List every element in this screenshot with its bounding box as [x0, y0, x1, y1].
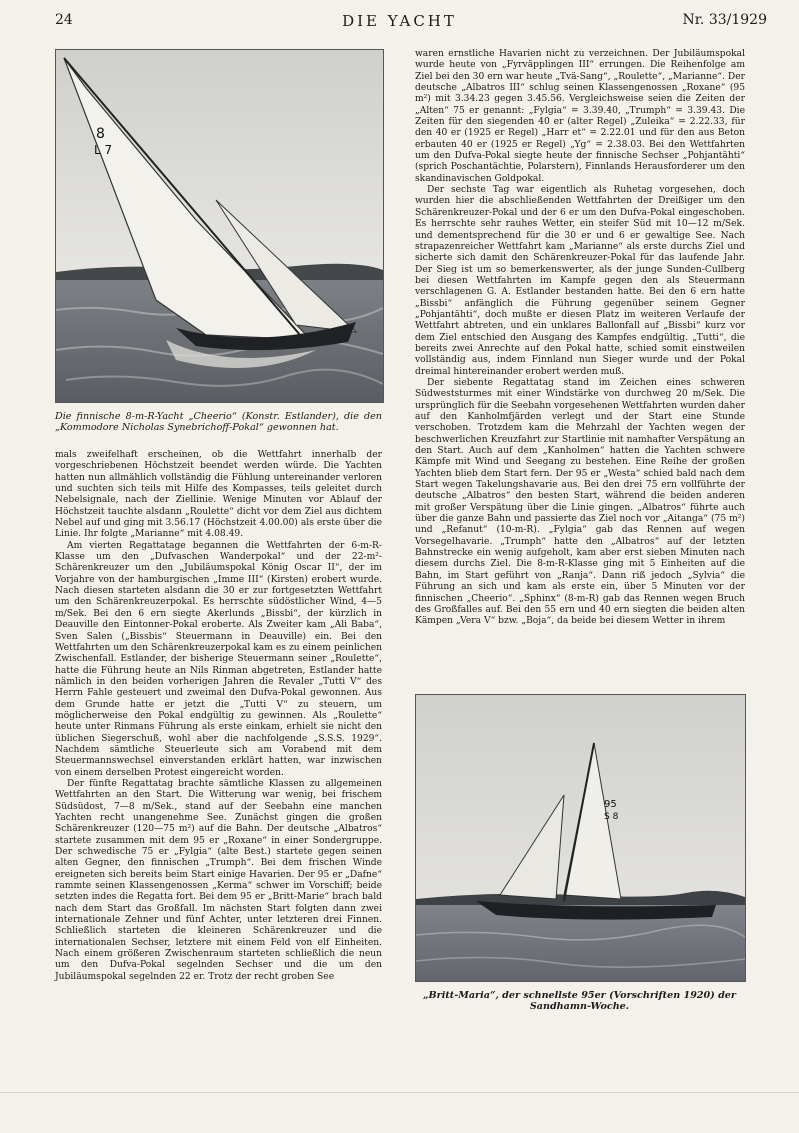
left-column: [55, 450, 382, 1085]
caption-britt-maria: „Britt-Maria“, der schnellste 95er (Vorschriften 1920) der Sandhamn-Woche.: [423, 990, 736, 1012]
right-column: [415, 49, 745, 679]
paragraph: waren ernstliche Havarien nicht zu verzeichnen. Der Jubiläumspokal wurde heute von „Fyrväpplingen III“ errungen. Die Reihenfolge am Ziel bei den 30 ern war heute „Tvä-Sang“, „Roulette“, „Marianne“. Der deutsche „Albatros III“ schlug seinen Klassengenossen „Roxane“ (95 m²) mit 3.34.23 gegen 3.45.56. Vergleichsweise seien die Zeiten der „Alten“ 75 er genannt: „Fylgia“ = 3.39.40, „Trumph“ = 3.39.43. Die Zeiten für den siegenden 40 er (alter Regel) „Zuleika“ = 2.22.33, für den 40 er (1925 er Regel) „Harr et“ = 2.22.01 und für den aus Beton erbauten 40 er (1925 er Regel) „Yg“ = 2.38.03. Bei den Wettfahrten um den Dufva-Pokal siegte heute der finnische Sechser „Pohjantähti“ (sprich Poschantächtie, Polarstern), Finnlands Herausforderer um den skandinavischen Goldpokal.: [415, 49, 745, 184]
paragraph: Der sechste Tag war eigentlich als Ruhetag vorgesehen, doch wurden hier die abschließenden Wettfahrten der Dreißiger um den Schärenkreuzer-Pokal und der 6 er um den Dufva-Pokal eingeschoben. Es herrschte sehr rauhes Wetter, ein steifer Süd mit 10—12 m/Sek. und dementsprechend für die 30 er und 6 er gewaltige See. Nach strapazenreicher Wettfahrt kam „Marianne“ als erste durchs Ziel und sicherte sich damit den Schärenkreuzer-Pokal für das laufende Jahr. Der Sieg ist um so bemerkenswerter, als der junge Sunden-Cullberg bei diesen Wettfahrten im Kampfe gegen den als Steuermann verschlagenen G. A. Estlander bestanden hatte. Bei den 6 ern hatte „Bissbi“ anfänglich die Führung gegenüber seinem Gegner „Pohjantähti“, doch mußte er diesen Platz im weiteren Verlaufe der Wettfahrt abtreten, und ein unklares Ballonfall auf „Bissbi“ kurz vor dem Ziel entschied den Ausgang des Kampfes endgültig. „Tutti“, die bereits zwei Anrechte auf den Pokal hatte, schied somit einstweilen vollständig aus, indem Finnland nun Sieger wurde und der Pokal dreimal hintereinander erobert werden muß.: [415, 185, 745, 377]
paragraph: mals zweifelhaft erscheinen, ob die Wettfahrt innerhalb der vorgeschriebenen Höchstzeit beendet werden würde. Die Yachten hatten nun allmählich vollständig die Fühlung untereinander verloren und suchten sich teils mit Hilfe des Kompasses, teils geleitet durch Nebelsignale, nach der Ziellinie. Wenige Minuten vor Ablauf der Höchstzeit tauchte alsdann „Roulette“ dicht vor dem Ziel aus dichtem Nebel auf und ging mit 3.56.17 (Höchstzeit 4.00.00) als erste über die Linie. Ihr folgte „Marianne“ mit 4.08.49.: [55, 450, 382, 540]
photo-britt-maria: [415, 694, 746, 982]
sail-class-top: L 7: [94, 143, 113, 157]
paragraph: Der fünfte Regattatag brachte sämtliche Klassen zu allgemeinen Wettfahrten an den Start. Die Witterung war wenig, bei frischem Südsüdost, 7—8 m/Sek., stand auf der Seebahn eine manchen Yachten recht unangenehme See. Zunächst gingen die großen Schärenkreuzer (120—75 m²) auf die Bahn. Der deutsche „Albatros“ startete zusammen mit dem 95 er „Roxane“ in einer Sondergruppe. Der schwedische 75 er „Fylgia“ (alte Best.) startete gegen seinen alten Gegner, den finnischen „Trumph“. Bei dem frischen Winde ereigneten sich bereits beim Start einige Havarien. Der 95 er „Dafne“ rammte seinen Klassengenossen „Kerma“ schwer im Vorschiff; beide setzten indes die Regatta fort. Bei dem 95 er „Britt-Marie“ brach bald nach dem Start das Großfall. Im nächsten Start folgten dann zwei internationale Zehner und fünf Achter, unter letzteren drei Finnen. Schließlich starteten die kleineren Schärenkreuzer und die internationalen Sechser, letztere mit einem Feld von elf Einheiten. Nach einem größeren Zwischenraum starteten schließlich die neun um den Dufva-Pokal segelnden Sechser und die um den Jubiläumspokal segelnden 22 er. Trotz der recht groben See: [55, 778, 382, 982]
page-number: 24: [55, 12, 73, 28]
sailing-yacht-image: [416, 695, 745, 981]
paragraph: Am vierten Regattatage begannen die Wettfahrten der 6-m-R-Klasse um den „Dufvaschen Wanderpokal“ und der 22-m²-Schärenkreuzer um den „Jubiläumspokal König Oscar II“, der im Vorjahre von der hamburgischen „Imme III“ (Kirsten) erobert wurde. Nach diesen starteten alsdann die 30 er zur fortgesetzten Wettfahrt um den Schärenkreuzerpokal. Es herrschte südöstlicher Wind, 4—5 m/Sek. Bei den 6 ern siegte Akerlunds „Bissbi“, der kürzlich in Deauville den Eintonner-Pokal eroberte. Als Zweiter kam „Ali Baba“, Sven Salen („Bissbis“ Steuermann in Deauville) ein. Bei den Wettfahrten um den Schärenkreuzerpokal kam es zu einem peinlichen Zwischenfall. Estlander, der bisherige Steuermann seiner „Roulette“, hatte die Führung heute an Nils Rinman abgetreten, Estlander hatte nämlich in den beiden vorherigen Jahren die Revaler „Tutti V“ des Herrn Fahle gesteuert und zweimal den Dufva-Pokal gewonnen. Aus dem Grunde hatte er jetzt die „Tutti V“ zu steuern, um möglicherweise den Pokal endgültig zu gewinnen. Als „Roulette“ heute unter Rinmans Führung als erste einkam, erhielt sie nicht den üblichen Siegerschuß, wohl aber die nachfolgende „S.S.S. 1929“. Nachdem sämtliche Steuerleute sich am Vorabend mit dem Steuermannswechsel einverstanden erklärt hatten, war inzwischen von einem derselben Protest eingereicht worden.: [55, 540, 382, 778]
caption-cheerio: Die finnische 8-m-R-Yacht „Cheerio“ (Konstr. Estlander), die den „Kommodore Nicholas Synebrichoff-Pokal“ gewonnen hat.: [55, 411, 382, 433]
sail-number-top: 8: [96, 126, 105, 142]
page-bottom-edge: [0, 1092, 799, 1093]
page-header: [0, 12, 799, 34]
photo-cheerio: [55, 49, 384, 403]
magazine-title: DIE YACHT: [342, 12, 457, 30]
paragraph: Der siebente Regattatag stand im Zeichen eines schweren Südweststurmes mit einer Windstärke von durchweg 20 m/Sek. Die ursprünglich für die Seebahn vorgesehenen Wettfahrten wurden daher auf den Kanholmfjärden verlegt und der Start eine Stunde verschoben. Trotzdem kam die Mehrzahl der Yachten wegen der beschwerlichen Kreuzfahrt zur Startlinie mit namhafter Verspätung an den Start. Auch auf dem „Kanholmen“ hatten die Yachten schwere Kämpfe mit Wind und Seegang zu bestehen. Eine Reihe der großen Yachten blieb dem Start fern. Der 95 er „Westa“ schied bald nach dem Start wegen Takelungshavarie aus. Bei den drei 75 ern vollführte der deutsche „Albatros“ den besten Start, während die beiden anderen mit großer Verspätung über die Linie gingen. „Albatros“ führte auch über die ganze Bahn und passierte das Ziel noch vor „Aitanga“ (75 m²) und „Refanut“ (10-m-R). „Fylgia“ gab das Rennen auf wegen Vorsegelhavarie. „Trumph“ hatte den „Albatros“ auf der letzten Bahnstrecke ein wenig aufgeholt, kam aber erst sieben Minuten nach diesem durchs Ziel. Die 8-m-R-Klasse ging mit 5 Einheiten auf die Bahn, im Start geführt von „Ranja“. Dann riß jedoch „Sylvia“ die Führung an sich und kam als erste ein, über 5 Minuten vor der finnischen „Cheerio“. „Sphinx“ (8-m-R) gab das Rennen wegen Bruch des Großfalles auf. Bei den 55 ern und 40 ern siegten die beiden alten Kämpen „Vera V“ bzw. „Boja“, da beide bei diesem Wetter in ihrem: [415, 377, 745, 627]
sail-class-bottom: S 8: [604, 812, 619, 822]
sail-number-bottom: 95: [604, 799, 617, 810]
issue-number: Nr. 33/1929: [682, 12, 767, 28]
sailing-yacht-image: [56, 50, 383, 402]
